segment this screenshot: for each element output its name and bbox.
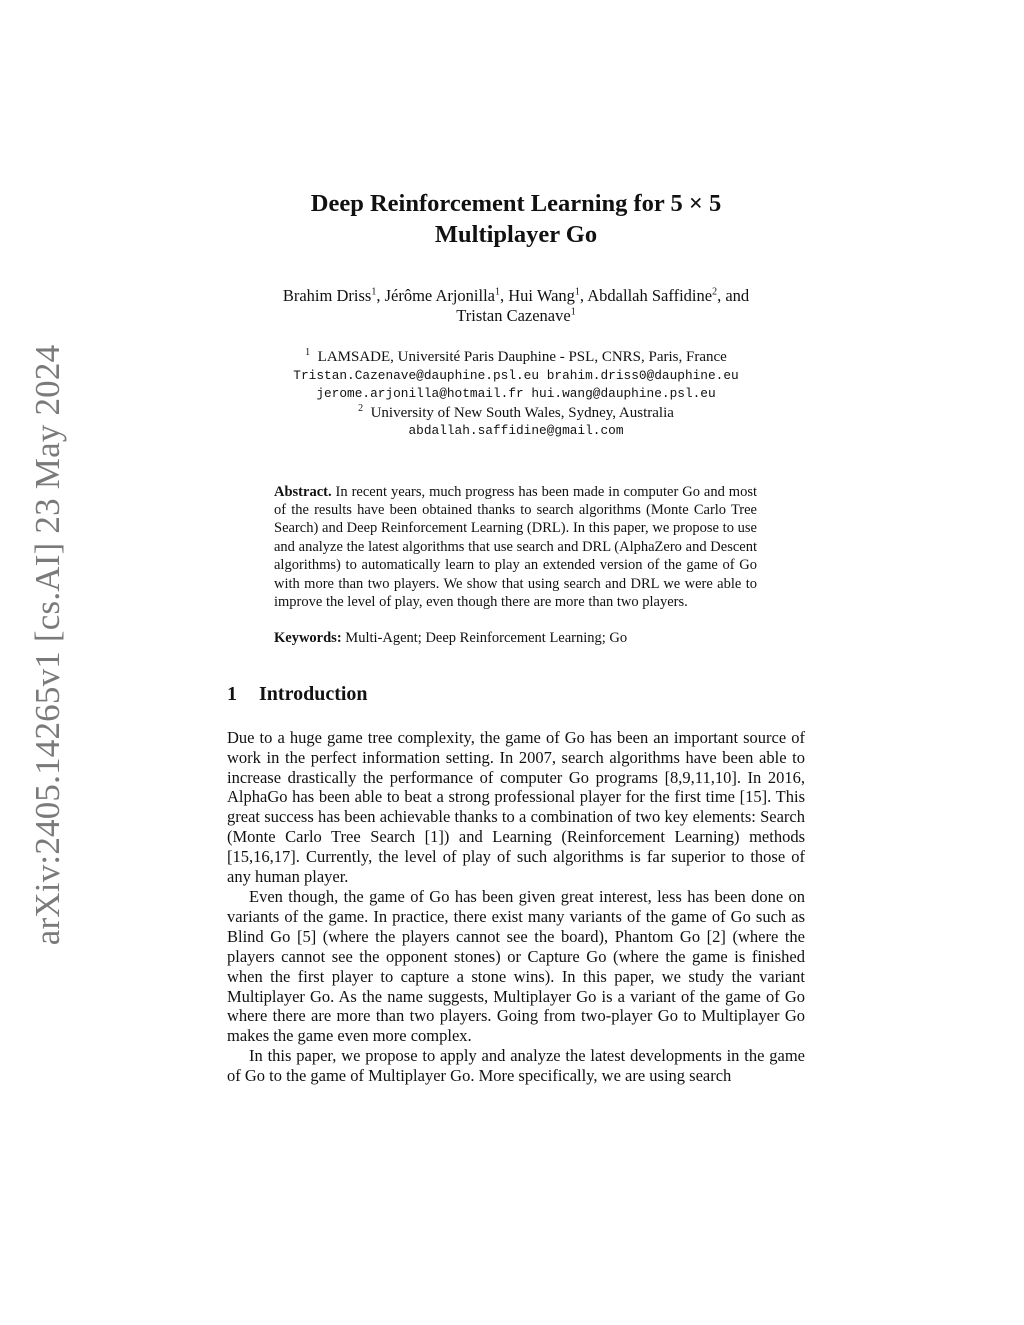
paragraph: In this paper, we propose to apply and analyze the latest developments in the game of Go to the game of Multiplayer Go. More specifically, we are using search [227,1046,805,1086]
arxiv-stamp [8,344,88,946]
affiliation-1-text: LAMSADE, Université Paris Dauphine - PSL, CNRS, Paris, France [317,349,727,365]
paragraph: Even though, the game of Go has been given great interest, less has been done on variants of the game. In practice, there exist many variants of the game of Go such as Blind Go [5] (where the players cannot see the board), Phantom Go [2] (where the players cannot see the opponent stones) or Capture Go (where the game is finished when the first player to capture a stone wins). In this paper, we study the variant Multiplayer Go. As the name suggests, Multiplayer Go is a variant of the game of Go where there are more than two players. Going from two-player Go to Multiplayer Go makes the game even more complex. [227,887,805,1046]
title-line-2: Multiplayer Go [434,221,598,248]
email-line-2: jerome.arjonilla@hotmail.fr hui.wang@dauphine.psl.eu [316,386,716,401]
keywords-label: Keywords: [274,630,342,647]
author-name: Hui Wang [508,286,575,305]
arxiv-identifier: arXiv:2405.14265v1 [cs.AI] 23 May 2024 [28,344,67,946]
affiliation-2 [227,404,805,423]
title-line-1: Deep Reinforcement Learning for 5 × 5 [310,190,722,217]
author-name: Abdallah Saffidine [587,286,713,305]
keywords [274,629,757,647]
paper-title [227,188,805,250]
paragraph: Due to a huge game tree complexity, the game of Go has been an important source of work in the perfect information setting. In 2007, search algorithms have been able to increase drastically the performance of computer Go programs [8,9,11,10]. In 2016, AlphaGo has been able to beat a strong professional player for the first time [15]. This great success has been achievable thanks to a combination of two key elements: Search (Monte Carlo Tree Search [1]) and Learning (Reinforcement Learning) methods [15,16,17]. Currently, the level of play of such algorithms is far superior to those of any human player. [227,727,805,887]
affiliation-marker: 1 [495,286,501,298]
authors-line-1 [227,286,805,306]
author-list [227,286,805,326]
affiliation-marker: 2 [358,402,364,414]
affiliation-2-text: University of New South Wales, Sydney, Australia [370,404,674,421]
affiliation-marker: 1 [574,286,580,298]
affiliation-marker: 1 [305,347,311,358]
section-number: 1 [227,682,237,705]
affiliation-marker: 1 [570,306,576,318]
affiliations [227,348,805,441]
abstract-label: Abstract. [274,483,332,500]
body-text [227,728,805,1086]
authors-line-2 [227,306,805,326]
conjunction: , and [717,286,750,305]
author-name: Brahim Driss [282,286,372,305]
affiliation-1 [227,348,805,367]
email-line-1: Tristan.Cazenave@dauphine.psl.eu brahim.driss0@dauphine.eu [293,367,739,383]
section-title: Introduction [259,682,368,705]
separator: , [579,286,588,305]
separator: , [376,286,385,305]
author-name: Jérôme Arjonilla [384,286,496,305]
separator: , [500,286,509,305]
affiliation-marker: 1 [371,286,377,298]
paper-page [227,188,805,1086]
author-name: Tristan Cazenave [456,306,571,325]
affiliation-marker: 2 [712,286,718,298]
abstract [274,483,757,612]
keywords-text: Multi-Agent; Deep Reinforcement Learning; Go [345,630,628,647]
email-line-3: abdallah.saffidine@gmail.com [408,423,624,438]
abstract-text: In recent years, much progress has been made in computer Go and most of the results have been obtained thanks to search algorithms (Monte Carlo Tree Search) and Deep Reinforcement Learning (DRL). In this paper, we propose to use and analyze the latest algorithms that use search and DRL (AlphaZero and Descent algorithms) to automatically learn to play an extended version of the game of Go with more than two players. We show that using search and DRL we were able to improve the level of play, even though there are more than two players. [274,483,757,610]
section-heading [227,682,805,706]
